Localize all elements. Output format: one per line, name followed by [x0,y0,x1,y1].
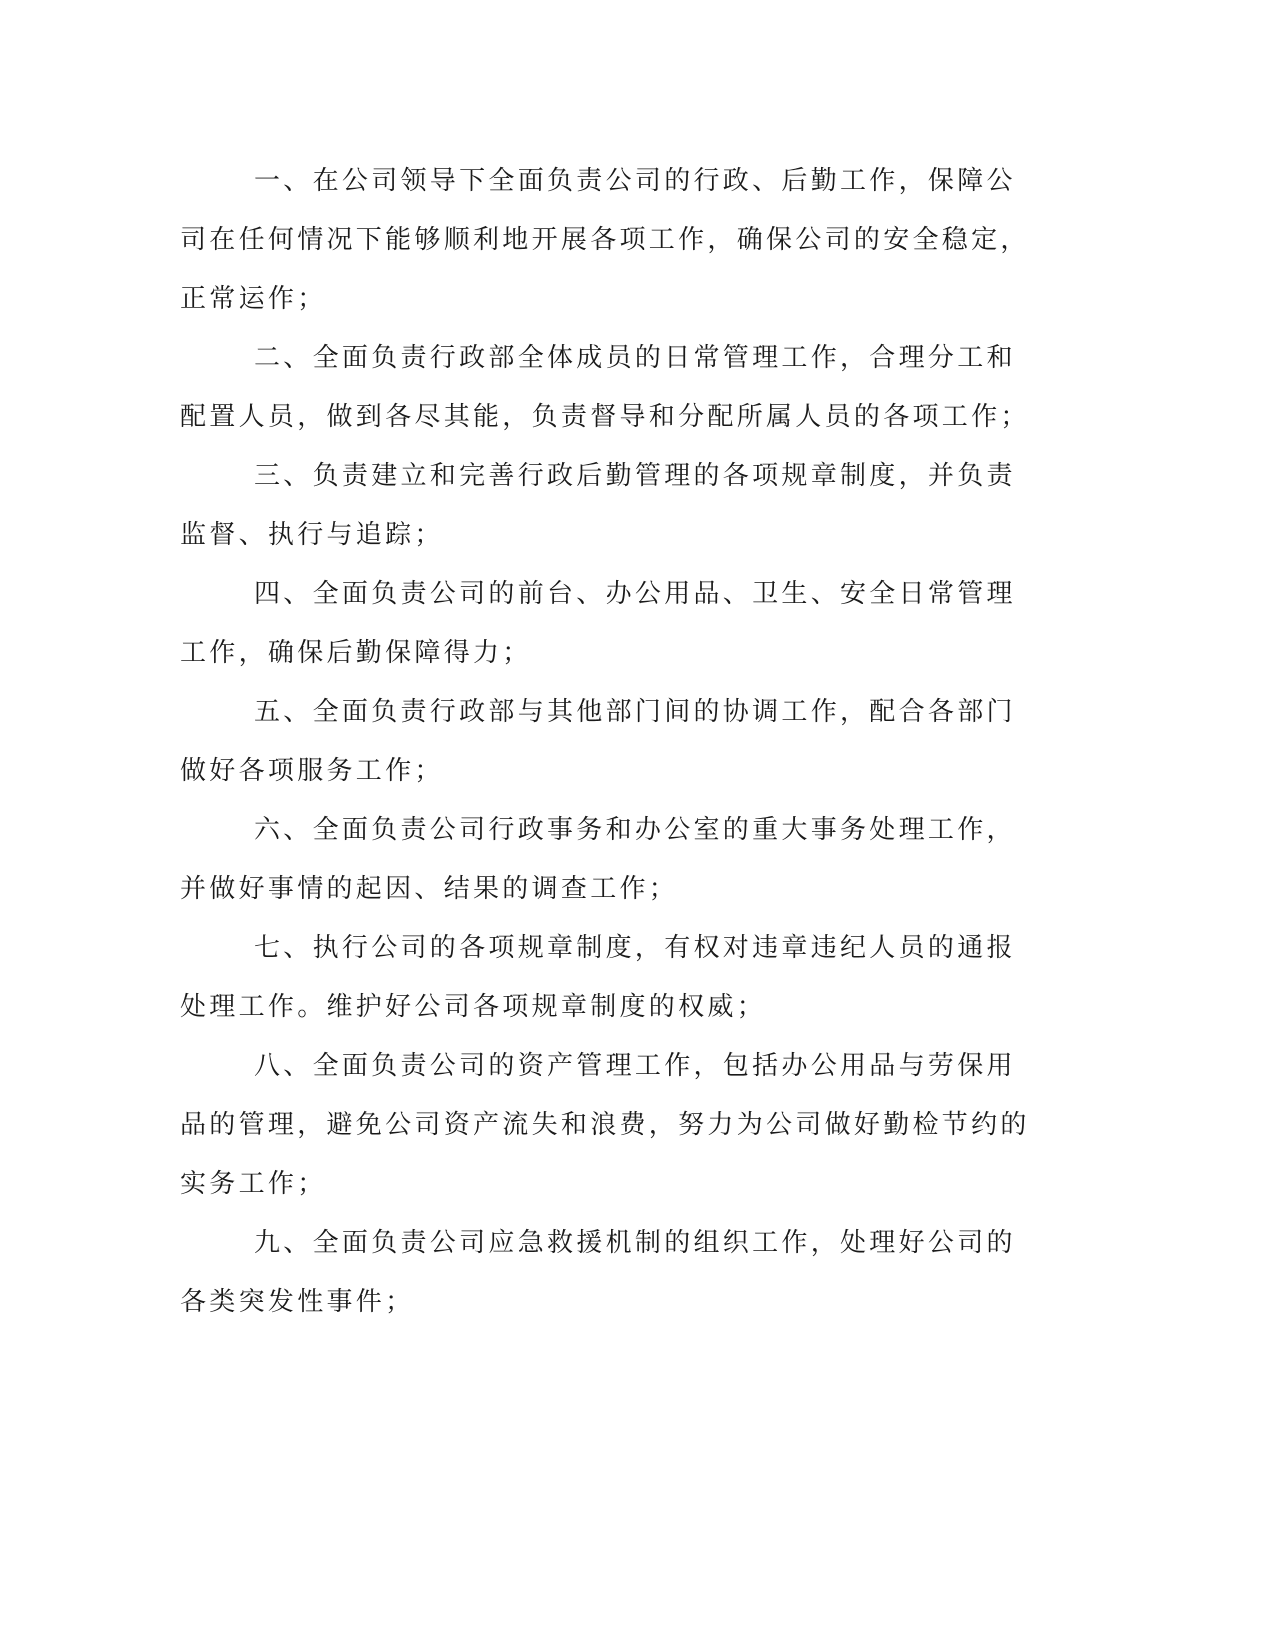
paragraph-5: 五、全面负责行政部与其他部门间的协调工作，配合各部门做好各项服务工作； [180,697,1016,786]
paragraph-7: 七、执行公司的各项规章制度，有权对违章违纪人员的通报处理工作。维护好公司各项规章制度的权威； [180,933,1016,1022]
paragraph-9: 九、全面负责公司应急救援机制的组织工作，处理好公司的各类突发性事件； [180,1228,1016,1317]
paragraph-3: 三、负责建立和完善行政后勤管理的各项规章制度，并负责监督、执行与追踪； [180,461,1016,550]
document-body [180,152,1040,1332]
paragraph-2: 二、全面负责行政部全体成员的日常管理工作，合理分工和配置人员，做到各尽其能，负责督导和分配所属人员的各项工作； [180,343,1030,432]
paragraph-1: 一、在公司领导下全面负责公司的行政、后勤工作，保障公司在任何情况下能够顺利地开展各项工作，确保公司的安全稳定，正常运作； [180,166,1030,314]
paragraph-4: 四、全面负责公司的前台、办公用品、卫生、安全日常管理工作，确保后勤保障得力； [180,579,1016,668]
paragraph-8: 八、全面负责公司的资产管理工作，包括办公用品与劳保用品的管理，避免公司资产流失和浪费，努力为公司做好勤检节约的实务工作； [180,1051,1030,1199]
paragraph-6: 六、全面负责公司行政事务和办公室的重大事务处理工作，并做好事情的起因、结果的调查工作； [180,815,1016,904]
